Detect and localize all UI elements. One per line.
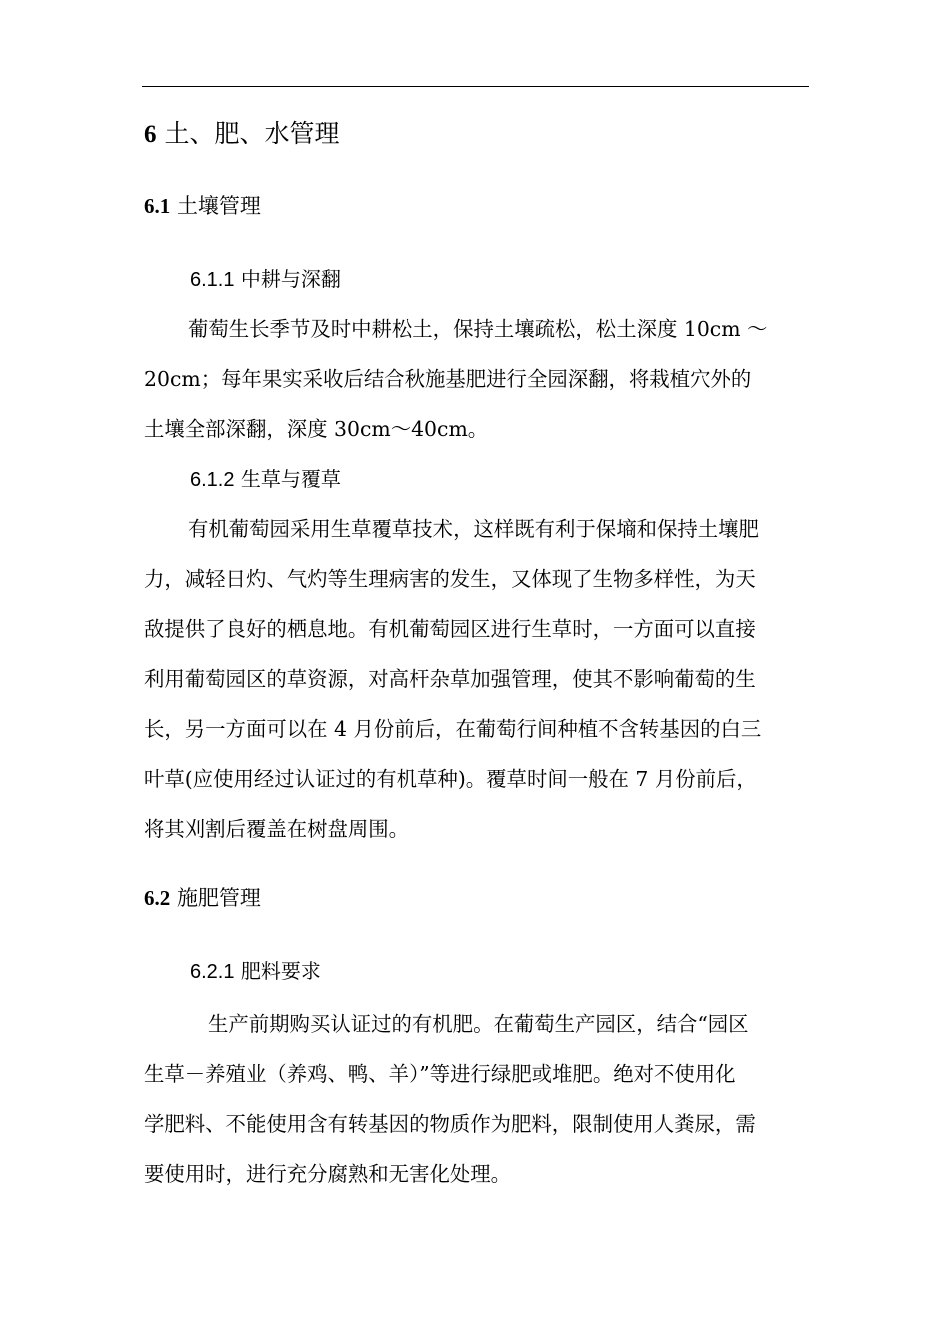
paragraph-line: 学肥料、不能使用含有转基因的物质作为肥料，限制使用人粪尿，需 xyxy=(144,1112,756,1136)
header-rule xyxy=(142,86,809,87)
subsection-number: 6.2 xyxy=(144,886,171,910)
item-number: 6.2.1 xyxy=(190,961,235,983)
item-heading-6-1-1 xyxy=(190,264,341,295)
paragraph-line: 生产前期购买认证过的有机肥。在葡萄生产园区，结合“园区 xyxy=(208,1012,749,1036)
paragraph-line: 叶草(应使用经过认证过的有机草种)。覆草时间一般在 7 月份前后， xyxy=(144,767,757,791)
item-title: 中耕与深翻 xyxy=(240,267,341,291)
paragraph-line: 长，另一方面可以在 4 月份前后，在葡萄行间种植不含转基因的白三 xyxy=(144,717,762,741)
paragraph-line: 有机葡萄园采用生草覆草技术，这样既有利于保墒和保持土壤肥 xyxy=(188,517,759,541)
paragraph-line: 敌提供了良好的栖息地。有机葡萄园区进行生草时，一方面可以直接 xyxy=(144,617,756,641)
subsection-number: 6.1 xyxy=(144,194,171,218)
paragraph-line: 生草－养殖业（养鸡、鸭、羊）”等进行绿肥或堆肥。绝对不使用化 xyxy=(144,1062,736,1086)
subsection-title: 施肥管理 xyxy=(176,886,261,910)
paragraph-line: 要使用时，进行充分腐熟和无害化处理。 xyxy=(144,1162,512,1186)
paragraph-line: 20cm；每年果实采收后结合秋施基肥进行全园深翻，将栽植穴外的 xyxy=(144,367,752,391)
subsection-heading-6-2 xyxy=(144,883,261,913)
subsection-heading-6-1 xyxy=(144,191,261,221)
item-number: 6.1.2 xyxy=(190,469,235,491)
item-number: 6.1.1 xyxy=(190,269,235,291)
section-title: 土、肥、水管理 xyxy=(164,119,340,148)
paragraph-line: 将其刈割后覆盖在树盘周围。 xyxy=(144,817,410,841)
item-title: 生草与覆草 xyxy=(240,467,341,491)
paragraph-line: 利用葡萄园区的草资源，对高杆杂草加强管理，使其不影响葡萄的生 xyxy=(144,667,756,691)
section-heading xyxy=(144,116,339,153)
item-heading-6-2-1 xyxy=(190,956,321,987)
paragraph-line: 力，减轻日灼、气灼等生理病害的发生，又体现了生物多样性，为天 xyxy=(144,567,756,591)
section-number: 6 xyxy=(144,121,157,148)
subsection-title: 土壤管理 xyxy=(176,194,261,218)
item-title: 肥料要求 xyxy=(240,959,321,983)
paragraph-line: 葡萄生长季节及时中耕松土，保持土壤疏松，松土深度 10cm ～ xyxy=(188,317,768,341)
item-heading-6-1-2 xyxy=(190,464,341,495)
paragraph-line: 土壤全部深翻，深度 30cm～40cm。 xyxy=(144,417,489,441)
